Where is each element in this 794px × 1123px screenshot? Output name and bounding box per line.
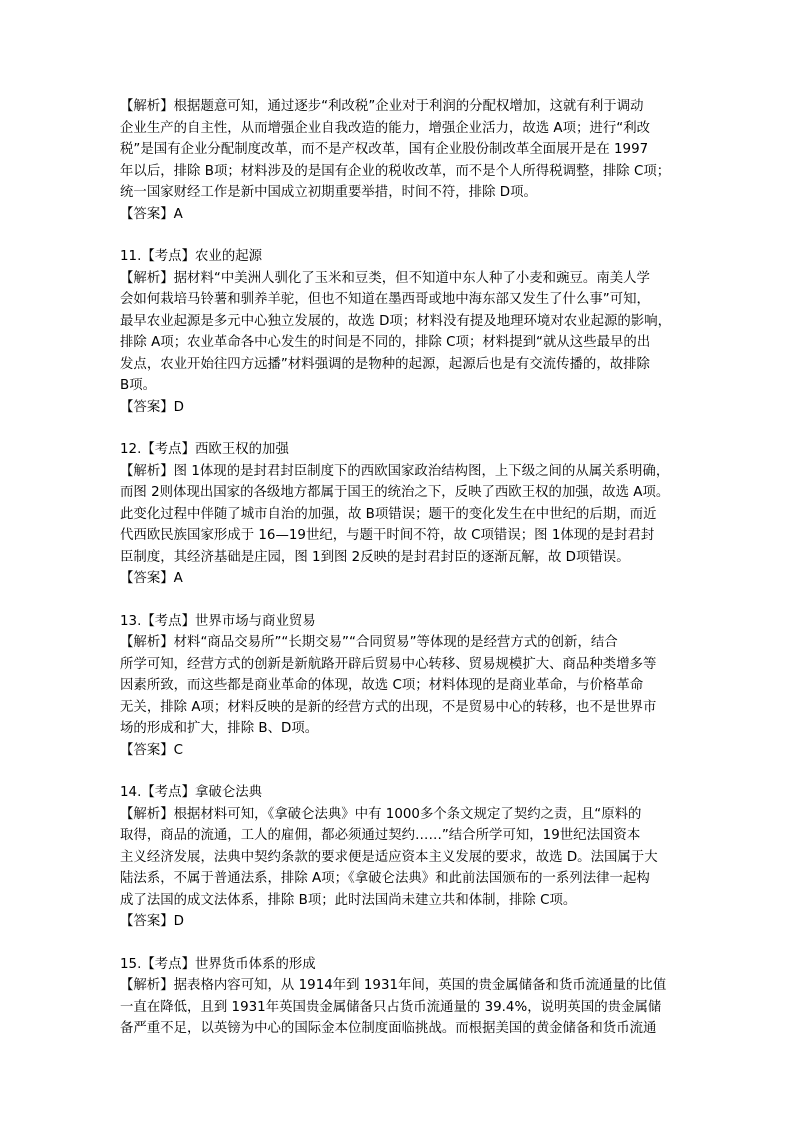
analysis-line: 企业生产的自主性，从而增强企业自我改造的能力，增强企业活力，故选 A项；进行“利改	[120, 120, 651, 136]
analysis-line: 一直在降低，且到 1931年英国贵金属储备只占货币流通量的 39.4%，说明英国的贵金属储	[120, 999, 662, 1015]
analysis-line: 此变化过程中伴随了城市自治的加强，故 B项错误；题干的变化发生在中世纪的后期，而近	[120, 506, 657, 522]
analysis-line: 统一国家财经工作是新中国成立初期重要举措，时间不符，排除 D项。	[120, 185, 537, 200]
analysis-line: 主义经济发展，法典中契约条款的要求便是适应资本主义发展的要求，故选 D。法国属于大	[120, 849, 658, 865]
question-heading: 14.【考点】拿破仑法典	[120, 785, 263, 800]
analysis-line: 【解析】据材料“中美洲人驯化了玉米和豆类，但不知道中东人种了小麦和豌豆。南美人学	[120, 270, 650, 286]
analysis-line: 【解析】图 1体现的是封君封臣制度下的西欧国家政治结构图，上下级之间的从属关系明确，	[120, 463, 670, 479]
question-heading: 15.【考点】世界货币体系的形成	[120, 956, 316, 972]
answer-line: 【答案】A	[120, 571, 183, 586]
answer-line: 【答案】A	[120, 206, 183, 222]
analysis-line: 【解析】材料“商品交易所”“长期交易”“合同贸易”等体现的是经营方式的创新，结合	[120, 635, 618, 650]
document-body	[120, 96, 680, 1040]
analysis-line: 而图 2则体现出国家的各级地方都属于国王的统治之下，反映了西欧王权的加强，故选 A项。	[120, 485, 670, 500]
analysis-line: 排除 A项；农业革命各中心发生的时间是不同的，排除 C项；材料提到“就从这些最早的出	[120, 335, 651, 350]
analysis-line: 【解析】据表格内容可知，从 1914年到 1931年间，英国的贵金属储备和货币流通量的比值	[120, 978, 667, 993]
analysis-line: 成了法国的成文法体系，排除 B项；此时法国尚未建立共和体制，排除 C项。	[120, 892, 577, 908]
analysis-line: 备严重不足，以英镑为中心的国际金本位制度面临挑战。而根据美国的黄金储备和货币流通	[120, 1021, 657, 1036]
question-heading: 11.【考点】农业的起源	[120, 249, 263, 264]
analysis-line: 【解析】根据材料可知，《拿破仑法典》中有 1000多个条文规定了契约之责，且“原料的	[120, 806, 642, 822]
analysis-line: 【解析】根据题意可知，通过逐步“利改税”企业对于利润的分配权增加，这就有利于调动	[120, 99, 644, 114]
analysis-line: 代西欧民族国家形成于 16—19世纪，与题干时间不符，故 C项错误；图 1体现的是封君封	[120, 528, 655, 543]
answer-line: 【答案】C	[120, 742, 184, 758]
question-12-block	[120, 439, 680, 590]
question-13-block	[120, 611, 680, 762]
question-15-block	[120, 954, 680, 1040]
analysis-line: 发点，农业开始往四方远播”材料强调的是物种的起源，起源后也是有交流传播的，故排除	[120, 356, 650, 372]
analysis-line: 所学可知，经营方式的创新是新航路开辟后贸易中心转移、贸易规模扩大、商品种类增多等	[120, 656, 657, 672]
question-11-block	[120, 246, 680, 418]
answer-line: 【答案】D	[120, 399, 184, 415]
analysis-line: B项。	[120, 378, 157, 393]
analysis-line: 无关，排除 A项；材料反映的是新的经营方式的出现，不是贸易中心的转移，也不是世界市	[120, 699, 657, 715]
question-heading: 13.【考点】世界市场与商业贸易	[120, 613, 316, 629]
question-10-block	[120, 96, 680, 225]
analysis-line: 会如何栽培马铃薯和驯养羊驼，但也不知道在墨西哥或地中海东部又发生了什么事”可知，	[120, 292, 650, 307]
analysis-line: 因素所致，而这些都是商业革命的体现，故选 C项；材料体现的是商业革命，与价格革命	[120, 678, 644, 693]
question-heading: 12.【考点】西欧王权的加强	[120, 442, 289, 457]
question-14-block	[120, 782, 680, 933]
analysis-line: 取得，商品的流通，工人的雇佣，都必须通过契约……”结合所学可知，19世纪法国资本	[120, 828, 641, 843]
analysis-line: 最早农业起源是多元中心独立发展的，故选 D项；材料没有提及地理环境对农业起源的影响，	[120, 313, 672, 329]
answer-line: 【答案】D	[120, 914, 184, 929]
analysis-line: 陆法系，不属于普通法系，排除 A项；《拿破仑法典》和此前法国颁布的一系列法律一起构	[120, 871, 650, 886]
analysis-line: 场的形成和扩大，排除 B、D项。	[120, 721, 319, 736]
analysis-line: 年以后，排除 B项；材料涉及的是国有企业的税收改革，而不是个人所得税调整，排除 C项；	[120, 163, 671, 179]
analysis-line: 税”是国有企业分配制度改革，而不是产权改革，国有企业股份制改革全面展开是在 1997	[120, 142, 649, 157]
analysis-line: 臣制度，其经济基础是庄园，图 1到图 2反映的是封君封臣的逐渐瓦解，故 D项错误。	[120, 549, 630, 565]
